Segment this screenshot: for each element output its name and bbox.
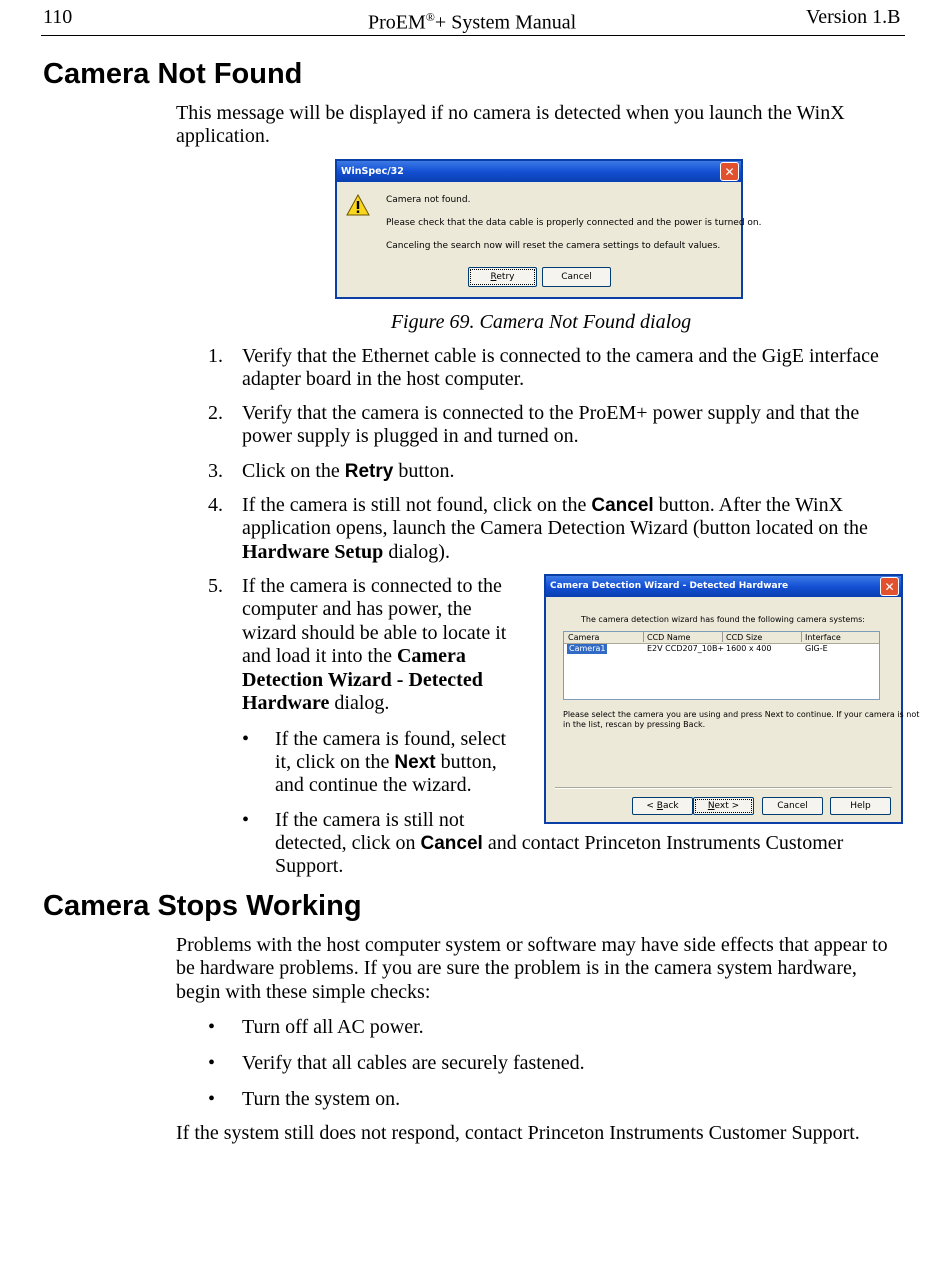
wizard-title-bar bbox=[546, 576, 901, 597]
wizard-cancel-button[interactable]: Cancel bbox=[762, 797, 823, 815]
bullet-glyph: • bbox=[208, 1088, 216, 1110]
step-5-dialog-word: dialog. bbox=[329, 692, 390, 715]
step-4-part-a: If the camera is still not found, click on the bbox=[242, 494, 592, 516]
wizard-note-line-1: Please select the camera you are using and press Next to continue. If your camera is not bbox=[563, 710, 920, 719]
step-2-line-2: power supply is plugged in and turned on. bbox=[242, 425, 579, 448]
step-2-text bbox=[242, 402, 859, 449]
retry-mnemonic: R bbox=[490, 272, 497, 282]
camera-detection-wizard-dialog bbox=[544, 574, 920, 824]
camera-list-header bbox=[564, 632, 879, 644]
step-5-hardware: Hardware bbox=[242, 692, 330, 715]
section-heading-camera-not-found: Camera Not Found bbox=[43, 58, 303, 90]
step-4-hardware-setup: Hardware Setup bbox=[242, 540, 384, 563]
column-interface[interactable]: Interface bbox=[805, 633, 841, 642]
step-3-part-c: button. bbox=[393, 460, 455, 482]
bullet-found-next: Next bbox=[394, 752, 436, 773]
bullet-found-line-3: and continue the wizard. bbox=[275, 774, 472, 796]
step-1-line-1: Verify that the Ethernet cable is connected to the camera and the GigE interface bbox=[242, 345, 879, 367]
manual-title bbox=[368, 6, 576, 34]
step-2-number: 2. bbox=[208, 402, 223, 424]
manual-title-pre: ProEM bbox=[368, 11, 426, 34]
step-1-number: 1. bbox=[208, 345, 223, 367]
step-2-line-1: Verify that the camera is connected to the ProEM+ power supply and that the bbox=[242, 402, 860, 424]
registered-mark: ® bbox=[425, 10, 435, 24]
bullet-glyph: • bbox=[208, 1052, 216, 1074]
step-5-text bbox=[242, 575, 506, 715]
wizard-note bbox=[563, 710, 919, 730]
column-ccd-name[interactable]: CCD Name bbox=[647, 633, 691, 642]
wizard-title: Camera Detection Wizard - Detected Hardware bbox=[550, 581, 789, 591]
figure-caption: Figure 69. Camera Not Found dialog bbox=[390, 311, 692, 333]
version-label: Version 1.B bbox=[806, 6, 901, 28]
s2-line-3: begin with these simple checks: bbox=[176, 980, 431, 1003]
next-button[interactable] bbox=[693, 797, 754, 815]
camera-list[interactable] bbox=[563, 631, 880, 700]
cell-camera: Camera1 bbox=[569, 644, 606, 653]
step-1-line-2: adapter board in the host computer. bbox=[242, 368, 525, 391]
check-turn-off-power: Turn off all AC power. bbox=[242, 1016, 424, 1038]
bullet-glyph: • bbox=[242, 728, 250, 750]
header-rule bbox=[41, 35, 905, 36]
column-separator bbox=[722, 632, 723, 642]
intro-line-2: application. bbox=[176, 125, 270, 148]
step-4-part-c: button. After the WinX bbox=[653, 494, 844, 516]
step-5-number: 5. bbox=[208, 575, 223, 597]
wizard-note-line-2: in the list, rescan by pressing Back. bbox=[563, 720, 706, 729]
bullet-nd-cancel: Cancel bbox=[420, 833, 483, 854]
retry-label: etry bbox=[496, 272, 515, 282]
check-turn-system-on: Turn the system on. bbox=[242, 1088, 401, 1110]
dialog-message-1: Camera not found. bbox=[386, 195, 471, 205]
step-3-retry-label: Retry bbox=[344, 461, 394, 482]
step-3-number: 3. bbox=[208, 460, 223, 482]
dialog-title-bar bbox=[337, 161, 741, 182]
bullet-glyph: • bbox=[242, 809, 250, 831]
step-4-line-2: application opens, launch the Camera Detection Wizard (button located on the bbox=[242, 517, 868, 540]
step-1-text bbox=[242, 345, 879, 392]
step-3-part-a: Click on the bbox=[242, 460, 345, 482]
intro-paragraph bbox=[176, 102, 906, 149]
closing-paragraph: If the system still does not respond, contact Princeton Instruments Customer Support. bbox=[176, 1122, 860, 1144]
table-row[interactable] bbox=[564, 644, 879, 655]
step-4-line-3-rest: dialog). bbox=[383, 540, 450, 563]
next-label: ext > bbox=[714, 801, 740, 811]
cancel-button[interactable]: Cancel bbox=[542, 267, 611, 287]
step-5-line-2: computer and has power, the bbox=[242, 598, 472, 621]
section2-paragraph bbox=[176, 934, 906, 1004]
column-ccd-size[interactable]: CCD Size bbox=[726, 633, 763, 642]
back-button[interactable] bbox=[632, 797, 693, 815]
bullet-nd-line-1: If the camera is still not bbox=[275, 809, 465, 831]
dialog-message-3: Canceling the search now will reset the camera settings to default values. bbox=[386, 241, 721, 251]
manual-title-post: + System Manual bbox=[434, 11, 577, 34]
back-label: ack bbox=[662, 801, 679, 811]
column-separator bbox=[801, 632, 802, 642]
next-mnemonic: N bbox=[707, 801, 715, 811]
bullet-found-line-1: If the camera is found, select bbox=[275, 728, 507, 750]
bullet-nd-line-2c: and contact Princeton Instruments Customer bbox=[482, 832, 844, 854]
step-5-line-5: Detection Wizard - Detected bbox=[242, 668, 483, 691]
wizard-divider bbox=[555, 787, 892, 789]
step-5-camera: Camera bbox=[396, 645, 466, 668]
step-4-cancel-label: Cancel bbox=[591, 495, 654, 516]
step-5-line-1: If the camera is connected to the bbox=[242, 575, 502, 597]
bullet-glyph: • bbox=[208, 1016, 216, 1038]
bullet-nd-line-3: Support. bbox=[275, 855, 344, 877]
retry-button[interactable] bbox=[468, 267, 537, 287]
step-3-text bbox=[242, 460, 454, 483]
camera-not-found-dialog bbox=[335, 159, 762, 299]
help-button[interactable]: Help bbox=[830, 797, 891, 815]
s2-line-1: Problems with the host computer system or software may have side effects that appear to bbox=[176, 934, 888, 956]
cell-ccd-name: E2V CCD207_10B+ bbox=[647, 644, 725, 653]
bullet-found-line-2c: button, bbox=[435, 751, 497, 773]
step-5-line-4a: and load it into the bbox=[242, 645, 397, 668]
step-4-number: 4. bbox=[208, 494, 223, 516]
bullet-found-text bbox=[275, 728, 506, 797]
dialog-message-2: Please check that the data cable is properly connected and the power is turned on. bbox=[386, 218, 762, 228]
cell-interface: GIG-E bbox=[805, 644, 828, 653]
column-separator bbox=[643, 632, 644, 642]
warning-icon bbox=[346, 194, 370, 216]
column-camera[interactable]: Camera bbox=[568, 633, 600, 642]
s2-line-2: be hardware problems. If you are sure the problem is in the camera system hardware, bbox=[176, 957, 857, 980]
back-mnemonic: B bbox=[656, 801, 663, 811]
dialog-close-button[interactable]: ✕ bbox=[720, 162, 739, 181]
section-heading-camera-stops-working: Camera Stops Working bbox=[43, 890, 362, 922]
intro-line-1: This message will be displayed if no camera is detected when you launch the WinX bbox=[176, 102, 845, 124]
step-4-text bbox=[242, 494, 868, 564]
wizard-close-button[interactable]: ✕ bbox=[880, 577, 899, 596]
cell-ccd-size: 1600 x 400 bbox=[726, 644, 772, 653]
wizard-intro: The camera detection wizard has found the following camera systems: bbox=[581, 615, 866, 624]
page-number: 110 bbox=[43, 6, 73, 28]
back-arrow: < bbox=[646, 801, 657, 811]
dialog-title: WinSpec/32 bbox=[341, 166, 404, 177]
bullet-found-line-2a: it, click on the bbox=[275, 751, 395, 773]
bullet-nd-line-2a: detected, click on bbox=[275, 832, 421, 854]
check-cables-fastened: Verify that all cables are securely fastened. bbox=[242, 1052, 585, 1074]
step-5-line-3: wizard should be able to locate it bbox=[242, 621, 507, 644]
